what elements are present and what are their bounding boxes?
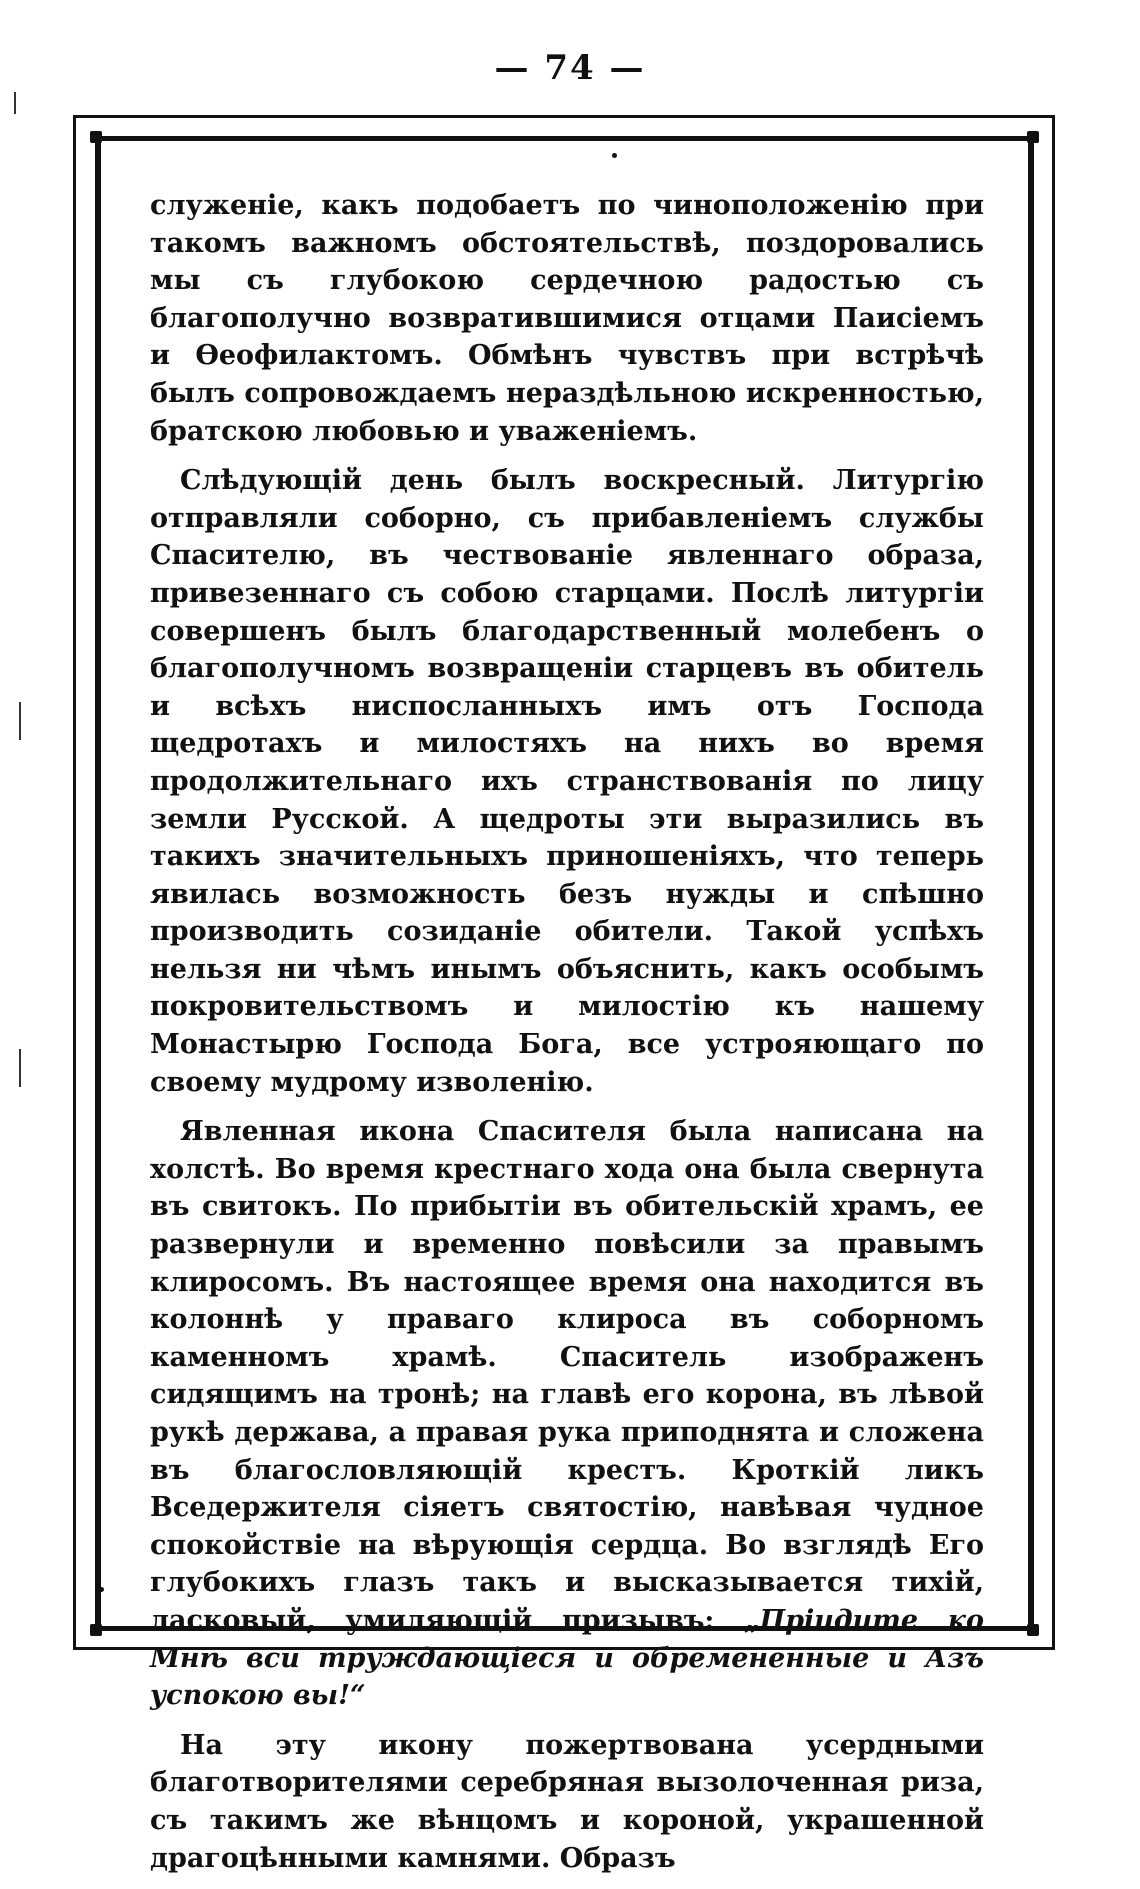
frame-corner-top-left — [90, 131, 102, 143]
top-dot-mark — [612, 153, 617, 158]
paragraph-2: Слѣдующій день былъ воскресный. Литургію отправляли соборно, съ прибавленіемъ службы Спасителю, въ чествованіе явленнаго образа, привезеннаго съ собою старцами. Послѣ литургіи совершенъ былъ благодарственный молебенъ о благополучномъ возвращеніи старцевъ въ обитель и всѣхъ ниспосланныхъ имъ отъ Господа щедротахъ и милостяхъ на нихъ во время продолжительнаго ихъ странствованія по лицу земли Русской. А щедроты эти выразились въ такихъ значительныхъ приношеніяхъ, что теперь явилась возможность безъ нужды и спѣшно производить созиданіе обители. Такой успѣхъ нельзя ни чѣмъ инымъ объяснить, какъ особымъ покровительствомъ и милостію къ нашему Монастырю Господа Бога, все устрояющаго по своему мудрому изволенію. — [150, 465, 984, 1098]
paragraph-4: На эту икону пожертвована усердными благотворителями серебряная вызолоченная риза, съ такимъ же вѣнцомъ и короной, украшенной драгоцѣнными камнями. Образъ — [150, 1729, 984, 1874]
paragraph-1: служеніе, какъ подобаетъ по чиноположенію при такомъ важномъ обстоятельствѣ, поздоровались мы съ глубокою сердечною радостью съ благополучно возвратившимися отцами Паисіемъ и Ѳеофилактомъ. Обмѣнъ чувствъ при встрѣчѣ былъ сопровождаемъ нераздѣльною искренностью, братскою любовью и уваженіемъ. — [150, 190, 984, 447]
margin-mark-left-top — [14, 92, 16, 114]
left-dot-mark — [99, 1587, 104, 1592]
paragraph-3 — [150, 1113, 984, 1715]
margin-mark-left-middle — [19, 702, 21, 740]
paragraph-3-text: Явленная икона Спасителя была написана на холстѣ. Во время крестнаго хода она была свернута въ свитокъ. По прибытіи въ обительскій храмъ, ее развернули и временно повѣсили за правымъ клиросомъ. Въ настоящее время она находится въ колоннѣ у праваго клироса въ соборномъ каменномъ храмѣ. Спаситель изображенъ сидящимъ на тронѣ; на главѣ его корона, въ лѣвой рукѣ держава, а правая рука приподнята и сложена въ благословляющій крестъ. Кроткій ликъ Вседержителя сіяетъ святостію, навѣвая чудное спокойствіе на вѣрующія сердца. Во взглядѣ Его глубокихъ глазъ такъ и высказывается тихій, ласковый, умиляющій призывъ: — [150, 1116, 984, 1636]
page-body-text — [150, 187, 984, 1889]
frame-corner-bottom-right — [1027, 1624, 1039, 1636]
page-number: — 74 — — [494, 48, 646, 88]
paragraph-3-quote: „Пріидите ко Мнѣ вси труждающіеся и обремененные и Азъ успокою вы!“ — [150, 1604, 984, 1712]
margin-mark-left-lower — [19, 1049, 21, 1087]
frame-corner-bottom-left — [90, 1624, 102, 1636]
frame-corner-top-right — [1027, 131, 1039, 143]
